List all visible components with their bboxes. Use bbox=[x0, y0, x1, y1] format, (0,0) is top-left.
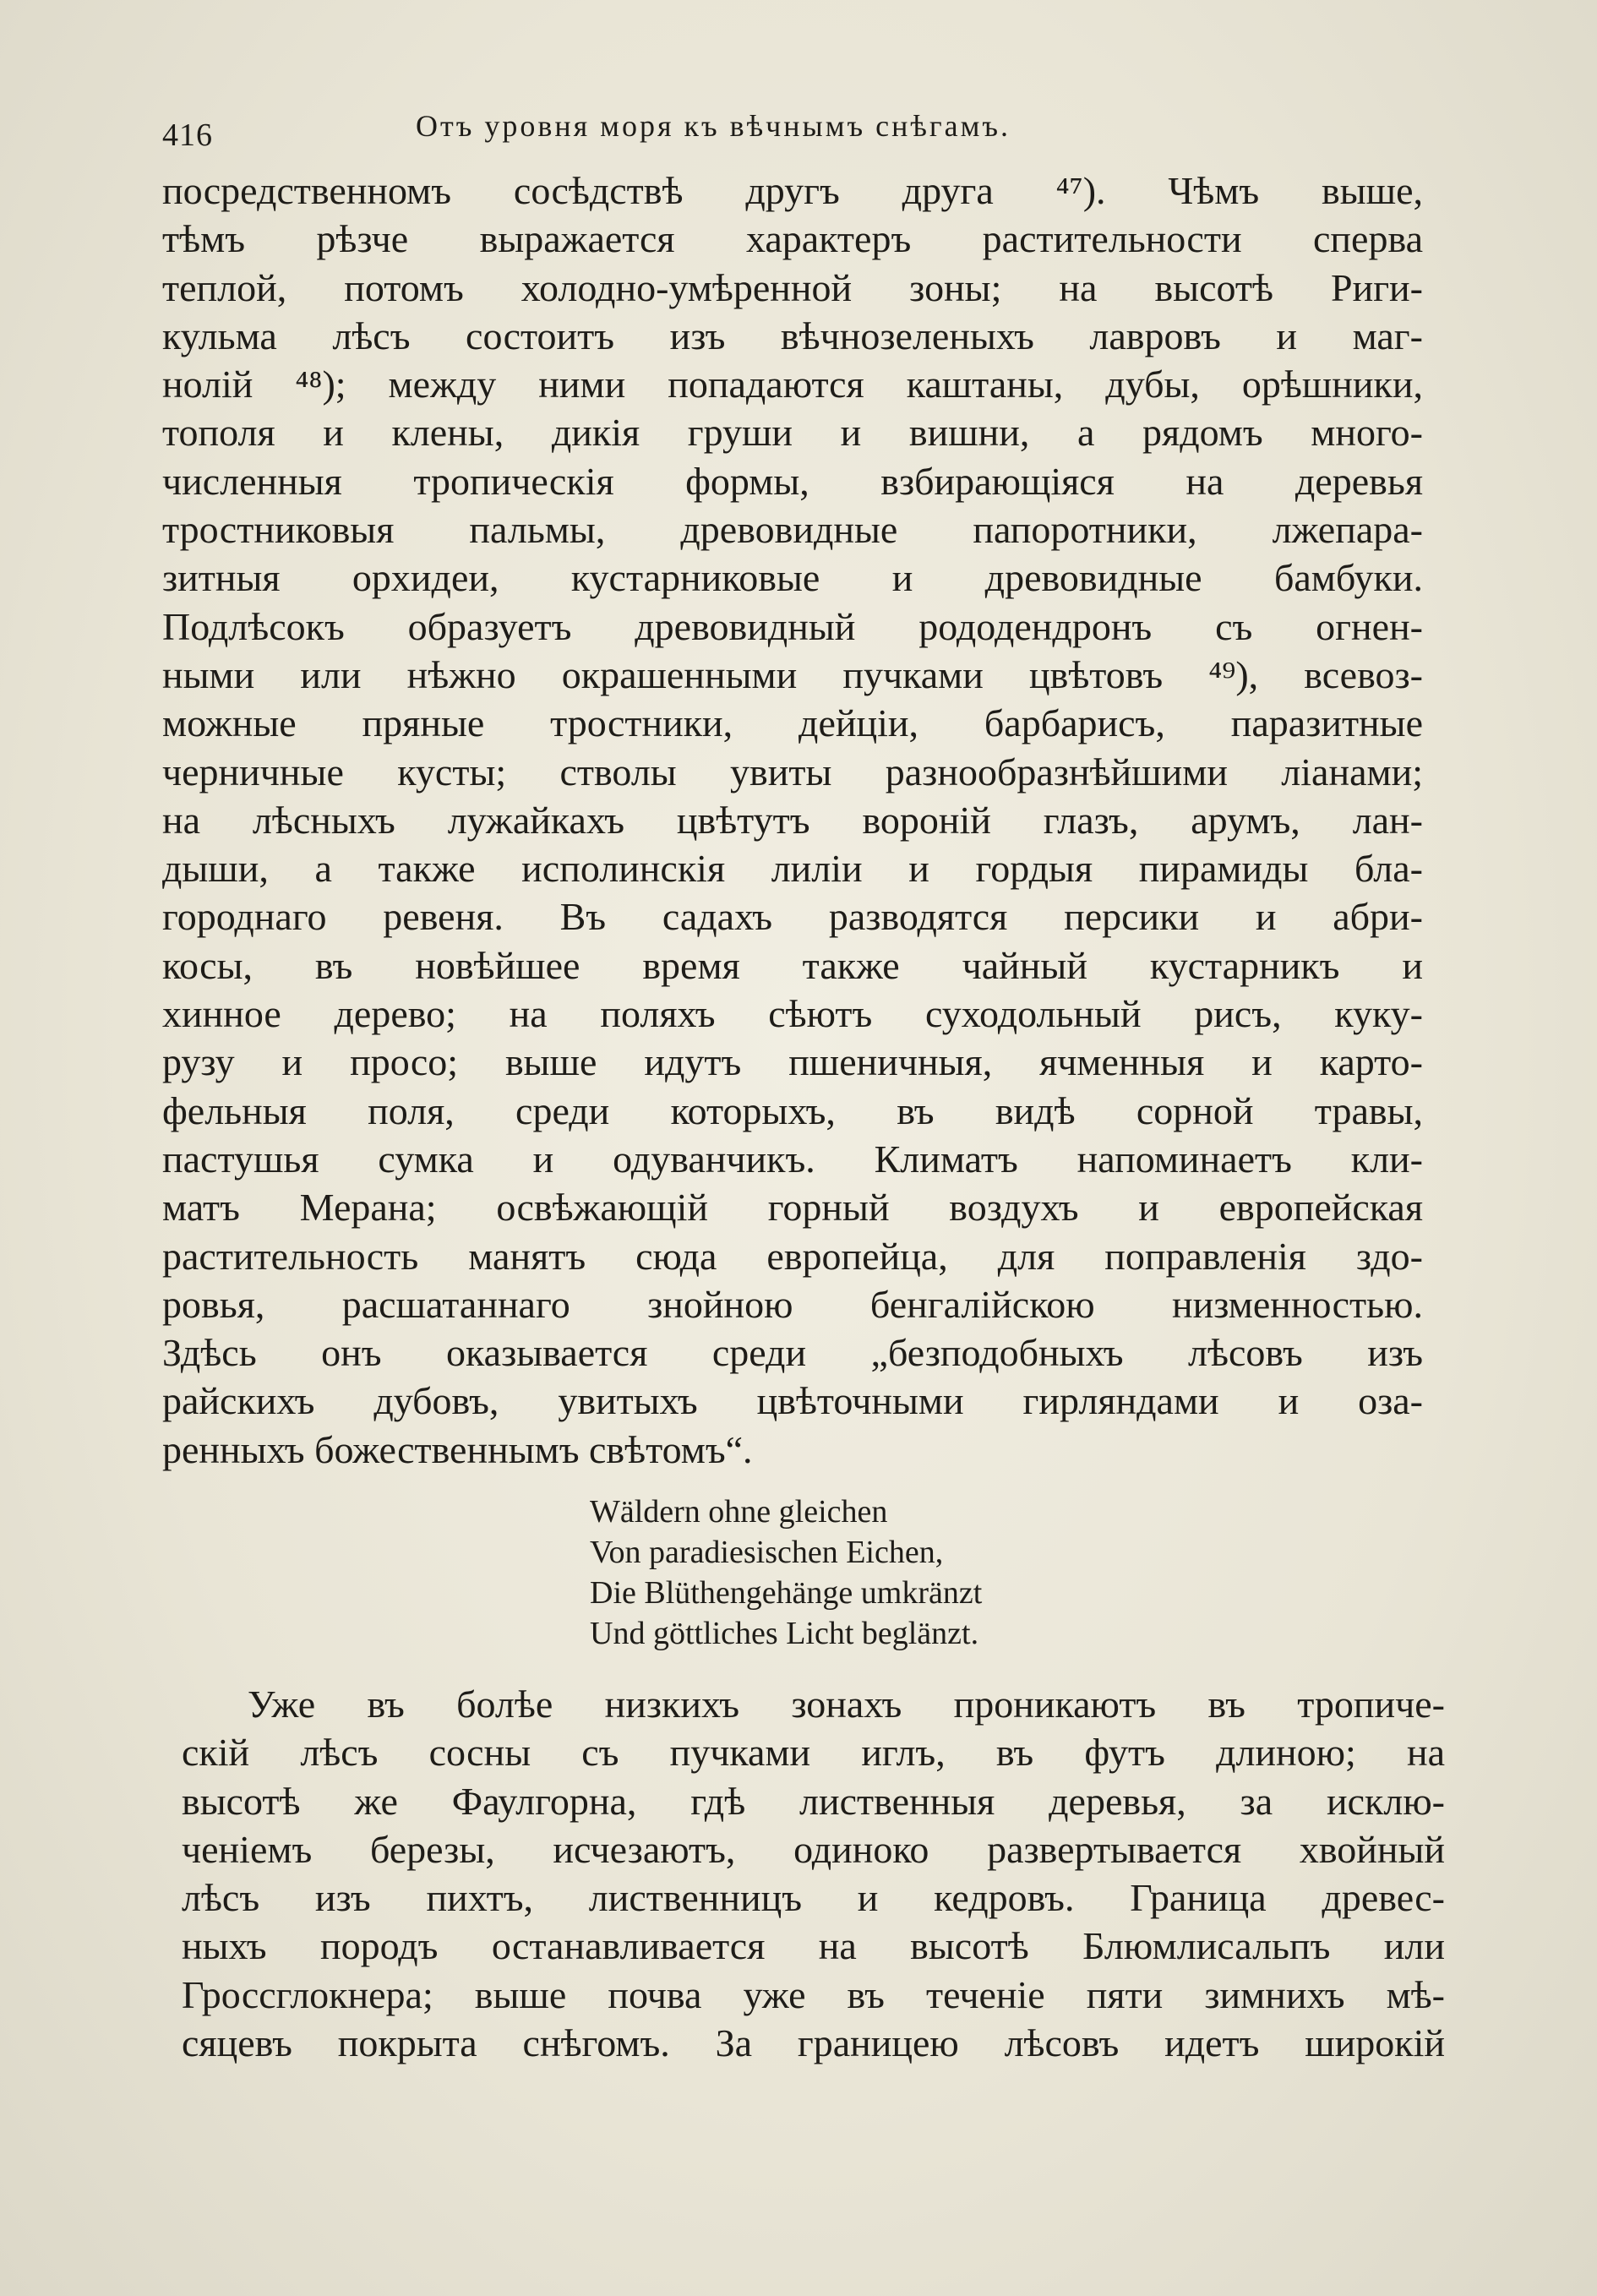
running-title: Отъ уровня моря къ вѣчнымъ снѣгамъ. bbox=[416, 109, 1011, 143]
paragraph-2 bbox=[182, 1680, 1445, 2067]
text-line: Гроссглокнера; выше почва уже въ теченіе пяти зимнихъ мѣ- bbox=[182, 1972, 1445, 2016]
text-line: рузу и просо; выше идутъ пшеничныя, ячменныя и карто- bbox=[162, 1040, 1423, 1084]
text-line: Уже въ болѣе низкихъ зонахъ проникаютъ въ тропиче- bbox=[248, 1682, 1445, 1726]
text-line: кульма лѣсъ состоитъ изъ вѣчнозеленыхъ лавровъ и маг- bbox=[162, 314, 1423, 357]
verse-line: Und göttliches Licht beglänzt. bbox=[590, 1616, 979, 1651]
paragraph-1 bbox=[162, 166, 1423, 1474]
text-line: теплой, потомъ холодно-умѣренной зоны; на высотѣ Риги- bbox=[162, 265, 1423, 309]
text-line: зитныя орхидеи, кустарниковые и древовидные бамбуки. bbox=[162, 556, 1423, 600]
text-line: ныхъ породъ останавливается на высотѣ Блюмлисальпъ или bbox=[182, 1924, 1445, 1968]
text-line: лѣсъ изъ пихтъ, лиственницъ и кедровъ. Граница древес- bbox=[182, 1876, 1445, 1920]
text-line: пастушья сумка и одуванчикъ. Климатъ напоминаетъ кли- bbox=[162, 1137, 1423, 1181]
text-line: посредственномъ сосѣдствѣ другъ друга ⁴⁷). Чѣмъ выше, bbox=[162, 169, 1423, 212]
page-header bbox=[162, 101, 1430, 161]
text-line: ченіемъ березы, исчезаютъ, одиноко развертывается хвойный bbox=[182, 1827, 1445, 1871]
text-line: тѣмъ рѣзче выражается характеръ растительности сперва bbox=[162, 217, 1423, 261]
text-line: тополя и клены, дикія груши и вишни, а рядомъ много- bbox=[162, 411, 1423, 455]
text-line: тростниковыя пальмы, древовидные папоротники, лжепара- bbox=[162, 508, 1423, 552]
text-line: Подлѣсокъ образуетъ древовидный рододендронъ съ огнен- bbox=[162, 604, 1423, 648]
text-line: райскихъ дубовъ, увитыхъ цвѣточными гирляндами и оза- bbox=[162, 1379, 1423, 1423]
text-line: скій лѣсъ сосны съ пучками иглъ, въ футъ длиною; на bbox=[182, 1731, 1445, 1775]
text-line: растительность манятъ сюда европейца, для поправленія здо- bbox=[162, 1234, 1423, 1278]
text-line: фельныя поля, среди которыхъ, въ видѣ сорной травы, bbox=[162, 1088, 1423, 1132]
text-line: высотѣ же Фаулгорна, гдѣ лиственныя деревья, за исклю- bbox=[182, 1779, 1445, 1823]
text-line: можные пряные тростники, дейціи, барбарисъ, паразитные bbox=[162, 701, 1423, 745]
verse-line: Wäldern ohne gleichen bbox=[590, 1494, 888, 1530]
verse-line: Von paradiesischen Eichen, bbox=[590, 1535, 944, 1570]
text-line: сяцевъ покрыта снѣгомъ. За границею лѣсовъ идетъ широкій bbox=[182, 2021, 1445, 2065]
text-line: черничные кусты; стволы увиты разнообразнѣйшими ліанами; bbox=[162, 750, 1423, 794]
verse-quote bbox=[590, 1492, 1181, 1654]
text-line: дыши, а также исполинскія лиліи и гордыя пирамиды бла- bbox=[162, 847, 1423, 891]
text-line: Здѣсь онъ оказывается среди „безподобныхъ лѣсовъ изъ bbox=[162, 1331, 1423, 1375]
text-line: хинное дерево; на поляхъ сѣютъ суходольный рисъ, куку- bbox=[162, 992, 1423, 1036]
text-line: нолій ⁴⁸); между ними попадаются каштаны, дубы, орѣшники, bbox=[162, 363, 1423, 406]
text-line: численныя тропическія формы, взбирающіяся на деревья bbox=[162, 459, 1423, 503]
page-number: 416 bbox=[162, 117, 213, 153]
text-line: косы, въ новѣйшее время также чайный кустарникъ и bbox=[162, 943, 1423, 987]
text-line: ренныхъ божественнымъ свѣтомъ“. bbox=[162, 1427, 753, 1471]
text-line: на лѣсныхъ лужайкахъ цвѣтутъ вороній глазъ, арумъ, лан- bbox=[162, 798, 1423, 842]
text-line: ными или нѣжно окрашенными пучками цвѣтовъ ⁴⁹), всевоз- bbox=[162, 652, 1423, 696]
text-line: городнаго ревеня. Въ садахъ разводятся персики и абри- bbox=[162, 895, 1423, 939]
verse-line: Die Blüthengehänge umkränzt bbox=[590, 1575, 983, 1611]
text-line: ровья, расшатаннаго знойною бенгалійскою низменностью. bbox=[162, 1282, 1423, 1326]
text-line: матъ Мерана; освѣжающій горный воздухъ и европейская bbox=[162, 1186, 1423, 1230]
